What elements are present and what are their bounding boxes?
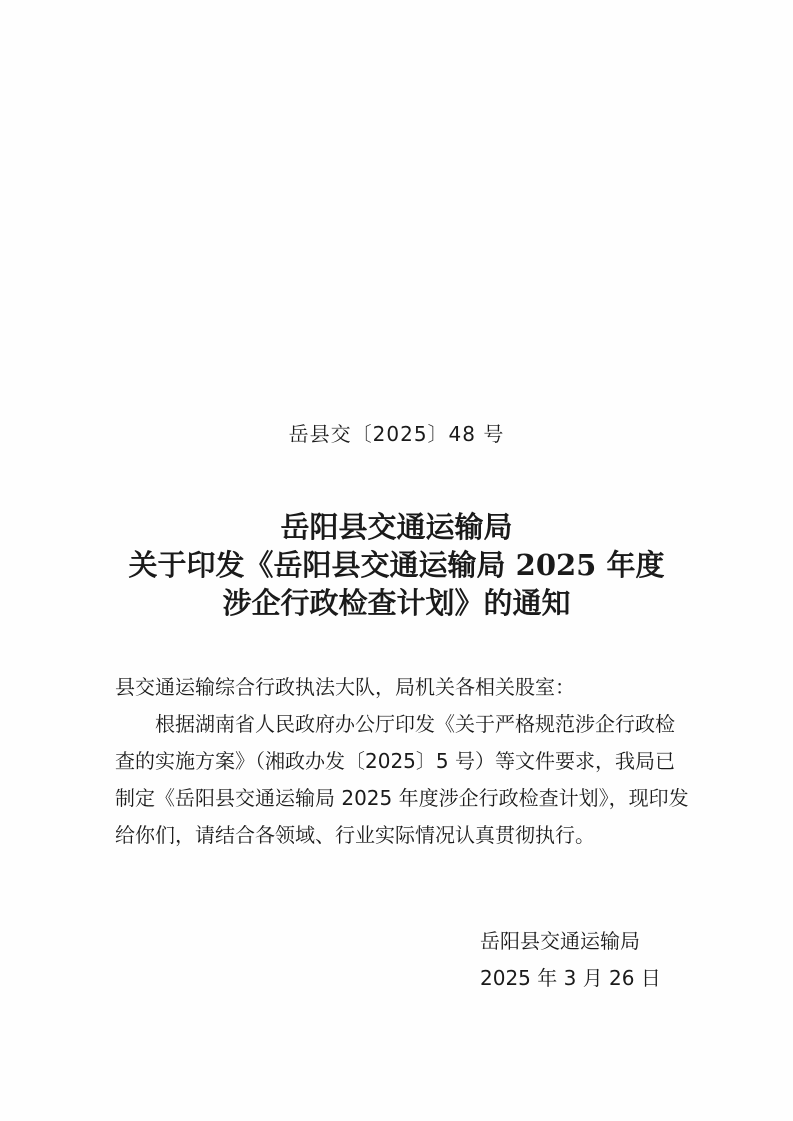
body-line: 根据湖南省人民政府办公厅印发《关于严格规范涉企行政检 <box>115 712 675 736</box>
document-number: 岳县交〔2025〕48 号 <box>288 422 505 446</box>
body-paragraph <box>115 706 689 854</box>
signature-block <box>480 923 740 997</box>
signature-date: 2025 年 3 月 26 日 <box>480 966 661 990</box>
body-line: 给你们，请结合各领域、行业实际情况认真贯彻执行。 <box>115 823 595 847</box>
document-title <box>0 508 793 622</box>
title-line: 涉企行政检查计划》的通知 <box>222 586 571 620</box>
body-line: 查的实施方案》（湘政办发〔2025〕5 号）等文件要求，我局已 <box>115 749 675 773</box>
title-line: 岳阳县交通运输局 <box>280 510 513 544</box>
title-line: 关于印发《岳阳县交通运输局 2025 年度 <box>128 548 665 582</box>
salutation: 县交通运输综合行政执法大队，局机关各相关股室： <box>115 675 575 699</box>
body-line: 制定《岳阳县交通运输局 2025 年度涉企行政检查计划》，现印发 <box>115 786 689 810</box>
signature-org: 岳阳县交通运输局 <box>480 929 640 953</box>
